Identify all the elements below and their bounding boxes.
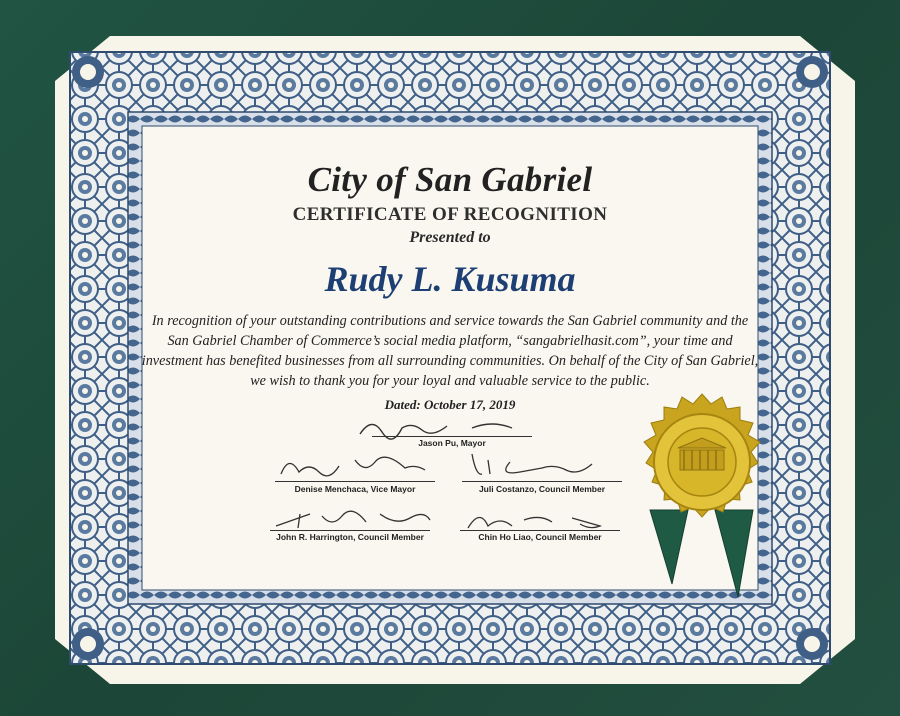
signature-label: Jason Pu, Mayor [418,438,486,448]
signature-label: Denise Menchaca, Vice Mayor [294,484,416,494]
signature-line [462,481,622,482]
gold-city-seal [620,392,790,607]
presented-to-label: Presented to [409,229,491,246]
signature-line [460,530,620,531]
city-title: City of San Gabriel [307,160,593,199]
signature-vice-mayor [275,452,435,482]
date-line: Dated: October 17, 2019 [384,397,516,412]
recognition-text: In recognition of your outstanding contributions and service towards the San Gabriel community and the San Gabriel Chamber of Commerce’s social media platform, “sangabrielhasit.com”, your time and investment has benefited businesses from all surrounding communities. On behalf of the City of San Gabriel, we wish to thank you for your loyal and valuable service to the public. [141,313,759,389]
signature-line [270,530,430,531]
signature-label: Juli Costanzo, Council Member [478,484,606,494]
signature-label: John R. Harrington, Council Member [276,532,424,542]
signature-label: Chin Ho Liao, Council Member [478,532,602,542]
signature-line [275,481,435,482]
signature-line [372,436,532,437]
signature-council-costanzo [462,450,622,482]
certificate-title: CERTIFICATE OF RECOGNITION [292,204,608,225]
recipient-name: Rudy L. Kusuma [324,259,576,299]
